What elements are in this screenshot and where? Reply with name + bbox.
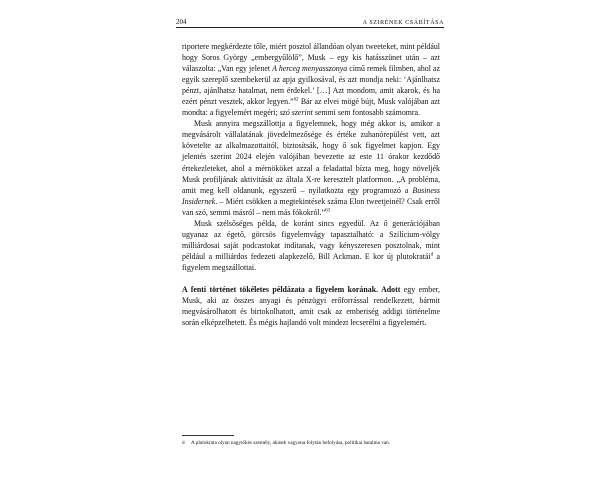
footnote-rule: [182, 435, 234, 436]
paragraph-gap: [182, 273, 440, 284]
italic-text: A herceg menyasszonya: [272, 64, 348, 74]
body-text: [182, 41, 440, 328]
italic-text: Business Insidernek: [182, 185, 440, 206]
text-run: riportere megkérdezte tőle, miért posztol állandóan olyan tweeteket, mint például hogy Soros György „embergyűlölő”, Musk – egy kis hatásszünet után – azt válaszolta: „Van egy jelenet: [182, 42, 440, 74]
running-head: [176, 12, 444, 26]
text-run: című remek filmben, ahol az egyik szereplő szembekerül az apja gyilkosával, és azt mondja neki: ‘Ajánlhatsz pénzt, ajánlhatsz hatalmat, nem érdekel.’ […] Azt mondom, amit akarok, és ha ezért pénzt vesztek, akkor legyen.”: [182, 64, 440, 107]
text-run: a figyelem megszállottai.: [182, 251, 440, 272]
paragraph: [182, 118, 440, 217]
note-reference: 63: [325, 208, 331, 214]
chapter-title: A SZIRÉNEK CSÁBÍTÁSA: [362, 20, 444, 26]
note-reference: 62: [293, 97, 299, 103]
footnote-mark: d: [182, 440, 185, 446]
bold-text: A fenti történet tökéletes példázata a figyelem korának. Adott: [182, 284, 401, 294]
paragraph: [182, 218, 440, 273]
paragraph: [182, 41, 440, 118]
text-run: Musk annyira megszállottja a figyelemnek, hogy még akkor is, amikor a megvásárolt vállalatának jövedelmezősége és értéke zuhanórepülést vett, azt követelte az alkalmazottaitól, biztosítsák, hogy ő sok figyelmet kapjon. Egy jelentés szerint 2024 elején valójában bevezette az este 11 órakor kezdődő értekezleteket, ahol a mérnököket azzal a feladattal bízta meg, hogy növeljék Musk profiljának aktivitását az általa X-re keresztelt platformon. „A probléma, amit meg kell oldanunk, egyszerű – nyilatkozta egy programozó a: [182, 119, 440, 195]
text-run: egy ember, Musk, aki az összes anyagi és pénzügyi erőforrással rendelkezett, bármit megvásárolhatott és birtokolhatott, amit csak az emberiség addigi történelme során elképzelhetett. És mégis hajlandó volt mindezt lecserélni a figyelemért.: [182, 284, 440, 328]
italic-text: szó szerint: [279, 108, 313, 118]
paragraph: [182, 284, 440, 328]
text-run: semmi sem fontosabb számomra.: [312, 108, 421, 118]
text-run: Musk szélsőséges példa, de koránt sincs egyedül. Az ő generációjában ugyanaz az égető, görcsös figyelemvágy tapasztalható: a Szilícium-völgy milliárdosai saját podcastokat indítanak, vagy kényszeresen posztolnak, mint például a milliárdos fedezeti alapkezelő, Bill Ackman. E kor új plutokratái: [182, 218, 440, 261]
note-reference: d: [430, 252, 434, 258]
page-number: 204: [176, 18, 187, 26]
text-run: Bár az elvei mögé bújt, Musk valójában azt mondta: a figyelemért megéri;: [182, 97, 440, 118]
footnote-text: A plutokrata olyan nagytőkés személy, akinek vagyona folytán befolyása, politikai hatalma van.: [191, 440, 391, 446]
footnote: [182, 440, 440, 447]
text-run: . – Miért csökken a megtekintések száma Elon tweetjeinél? Csak erről van szó, semmi másról – nem más fókokról.”: [182, 196, 440, 217]
header-rule: [176, 27, 444, 28]
